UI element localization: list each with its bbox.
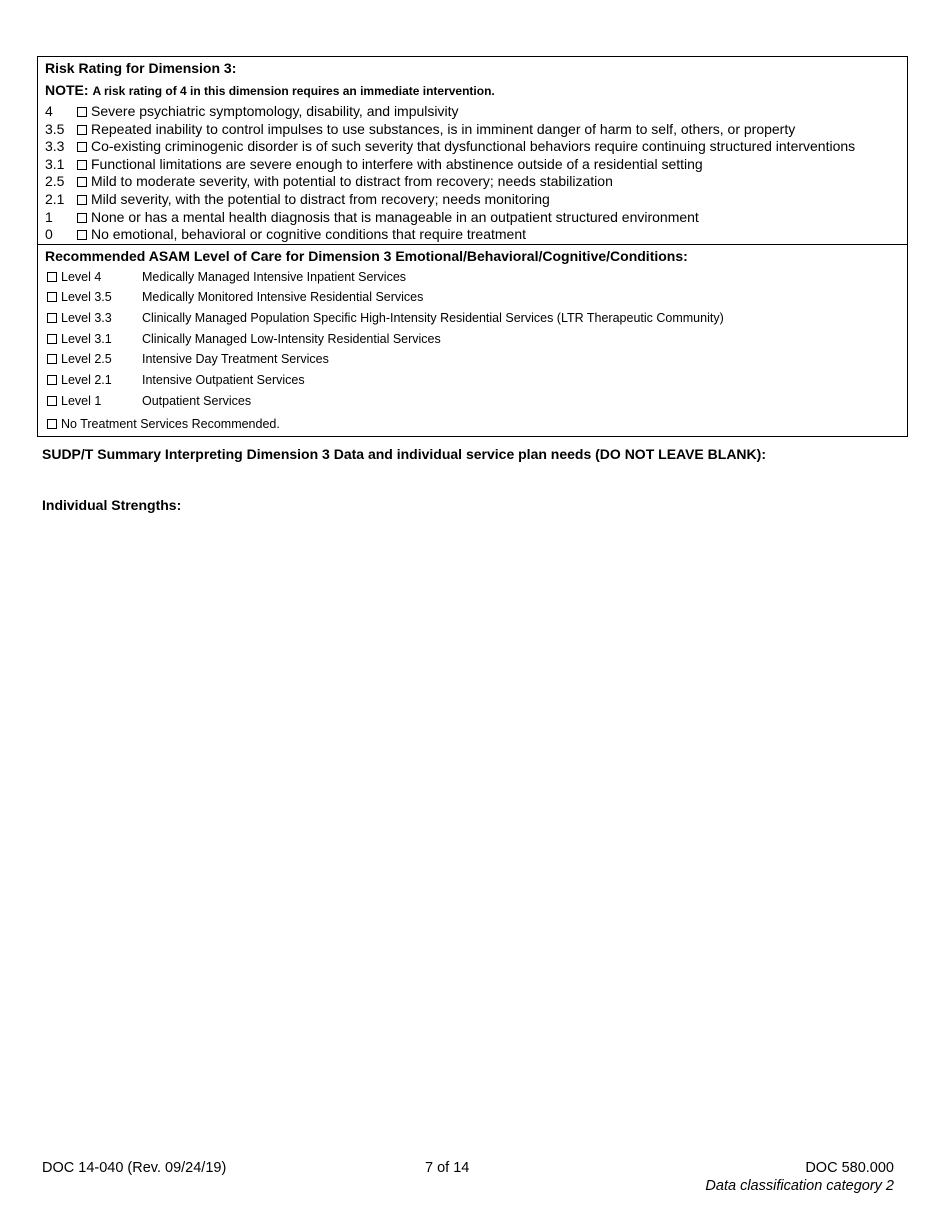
- footer-page-number: 7 of 14: [425, 1160, 470, 1176]
- dimension-3-box: [37, 56, 908, 437]
- risk-rating-title: Risk Rating for Dimension 3:: [45, 60, 237, 76]
- risk-checkbox-3-1[interactable]: [77, 160, 87, 170]
- risk-value: 2.1: [45, 191, 65, 207]
- care-checkbox-level-2-5[interactable]: [47, 354, 57, 364]
- care-checkbox-level-3-3[interactable]: [47, 313, 57, 323]
- risk-text: Severe psychiatric symptomology, disability, and impulsivity: [91, 103, 459, 119]
- care-level-code: Level 2.5: [61, 352, 112, 366]
- care-level-desc: Medically Monitored Intensive Residential Services: [142, 290, 424, 304]
- risk-text: Mild to moderate severity, with potential to distract from recovery; needs stabilization: [91, 173, 613, 189]
- risk-checkbox-3-5[interactable]: [77, 125, 87, 135]
- care-level-desc: Medically Managed Intensive Inpatient Services: [142, 270, 407, 284]
- risk-value: 0: [45, 226, 53, 242]
- risk-checkbox-1[interactable]: [77, 213, 87, 223]
- risk-checkbox-2-1[interactable]: [77, 195, 87, 205]
- footer-doc-number: DOC 580.000: [805, 1160, 894, 1176]
- risk-value: 3.3: [45, 138, 65, 154]
- risk-text: Co-existing criminogenic disorder is of such severity that dysfunctional behaviors require continuing structured interventions: [91, 138, 856, 154]
- care-none-label: No Treatment Services Recommended.: [61, 417, 280, 431]
- note-label: NOTE:: [45, 82, 89, 98]
- risk-value: 3.1: [45, 156, 65, 172]
- risk-text: No emotional, behavioral or cognitive conditions that require treatment: [91, 226, 527, 242]
- care-checkbox-level-1[interactable]: [47, 396, 57, 406]
- care-checkbox-level-4[interactable]: [47, 272, 57, 282]
- care-level-desc: Clinically Managed Low-Intensity Residential Services: [142, 332, 441, 346]
- care-level-code: Level 2.1: [61, 373, 112, 387]
- risk-value: 4: [45, 103, 53, 119]
- risk-checkbox-4[interactable]: [77, 107, 87, 117]
- risk-note: [45, 82, 495, 98]
- care-level-desc: Intensive Outpatient Services: [142, 373, 305, 387]
- footer-form-id: DOC 14-040 (Rev. 09/24/19): [42, 1160, 227, 1176]
- risk-text: Repeated inability to control impulses to use substances, is in imminent danger of harm to self, others, or property: [91, 121, 796, 137]
- risk-value: 1: [45, 209, 53, 225]
- footer-classification: Data classification category 2: [705, 1178, 894, 1194]
- care-level-desc: Intensive Day Treatment Services: [142, 352, 329, 366]
- risk-checkbox-3-3[interactable]: [77, 142, 87, 152]
- risk-text: Functional limitations are severe enough to interfere with abstinence outside of a residential setting: [91, 156, 703, 172]
- care-level-code: Level 3.1: [61, 332, 112, 346]
- care-level-code: Level 1: [61, 394, 102, 408]
- risk-text: Mild severity, with the potential to distract from recovery; needs monitoring: [91, 191, 550, 207]
- care-checkbox-level-3-5[interactable]: [47, 292, 57, 302]
- risk-value: 3.5: [45, 121, 65, 137]
- care-checkbox-level-2-1[interactable]: [47, 375, 57, 385]
- risk-value: 2.5: [45, 173, 65, 189]
- summary-label: SUDP/T Summary Interpreting Dimension 3 Data and individual service plan needs (DO NOT LEAVE BLANK):: [42, 446, 766, 462]
- care-level-code: Level 4: [61, 270, 102, 284]
- strengths-label: Individual Strengths:: [42, 497, 182, 513]
- care-level-desc: Clinically Managed Population Specific High-Intensity Residential Services (LTR Therapeutic Community): [142, 311, 724, 325]
- risk-checkbox-2-5[interactable]: [77, 177, 87, 187]
- care-level-code: Level 3.3: [61, 311, 112, 325]
- risk-text: None or has a mental health diagnosis that is manageable in an outpatient structured environment: [91, 209, 699, 225]
- care-checkbox-level-3-1[interactable]: [47, 334, 57, 344]
- note-text: A risk rating of 4 in this dimension requires an immediate intervention.: [92, 84, 495, 98]
- section-divider: [38, 244, 907, 245]
- risk-checkbox-0[interactable]: [77, 230, 87, 240]
- care-checkbox-none[interactable]: [47, 419, 57, 429]
- care-level-code: Level 3.5: [61, 290, 112, 304]
- care-level-title: Recommended ASAM Level of Care for Dimension 3 Emotional/Behavioral/Cognitive/Conditions:: [45, 248, 688, 264]
- care-level-desc: Outpatient Services: [142, 394, 252, 408]
